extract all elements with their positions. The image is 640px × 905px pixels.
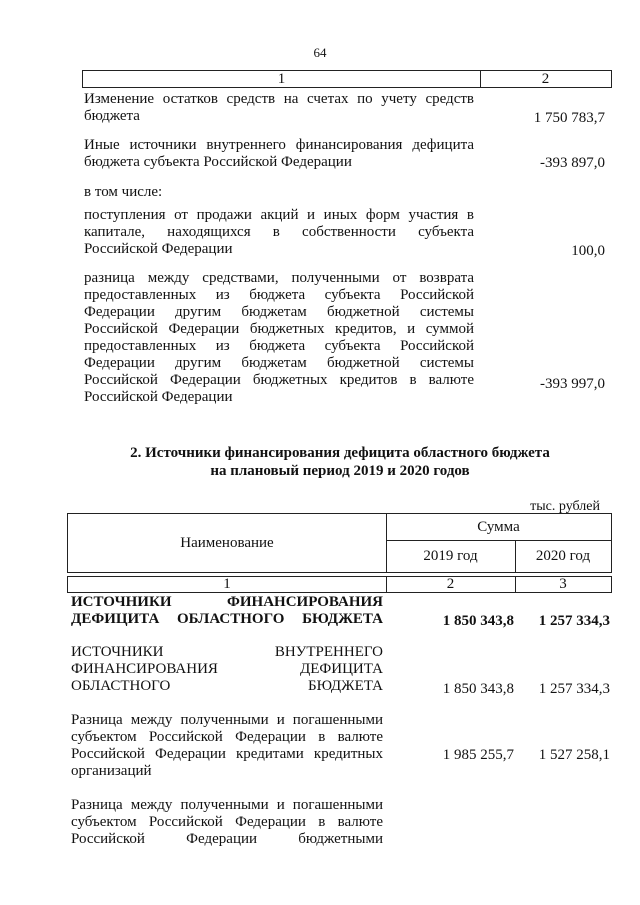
table2-num-col1	[67, 576, 387, 593]
table2-num-col2	[386, 576, 516, 593]
table1-row-amount: -393 997,0	[540, 376, 605, 392]
table1-header-col2: 2	[541, 71, 550, 87]
table2-num-col1-text: 1	[223, 576, 231, 592]
table2-row-2019: 1 985 255,7	[442, 747, 514, 763]
table2-num-col2-text: 2	[446, 576, 455, 592]
table2-row-name: ИСТОЧНИКИ ВНУТРЕННЕГО ФИНАНСИРОВАНИЯ ДЕФИЦИТА ОБЛАСТНОГО БЮДЖЕТА	[71, 644, 383, 694]
table1-row-name: Изменение остатков средств на счетах по учету средств бюджета	[84, 91, 474, 124]
table2-row-2020: 1 257 334,3	[538, 613, 610, 629]
table2-header-name-text: Наименование	[180, 534, 274, 551]
table2-header-year1-text: 2019 год	[423, 547, 478, 564]
table2-row-2020: 1 527 258,1	[538, 747, 610, 763]
section-heading-line1: 2. Источники финансирования дефицита областного бюджета	[130, 445, 550, 461]
table2-header-year2-text: 2020 год	[535, 547, 591, 564]
table1-row-amount: -393 897,0	[540, 155, 605, 171]
table1-row-name: разница между средствами, полученными от возврата предоставленных из бюджета субъекта Российской Федерации другим бюджетам бюджетной системы Российской Федерации бюджетных кредитов, и суммой предоставленных из бюджета субъекта Российской Федерации другим бюджетам бюджетной системы Российской Федерации бюджетных кредитов в валюте Российской Федерации	[84, 270, 474, 405]
table2-header-sum	[386, 513, 612, 541]
table2-num-col3-text: 3	[559, 576, 567, 592]
table2-row-name: ИСТОЧНИКИ ФИНАНСИРОВАНИЯ ДЕФИЦИТА ОБЛАСТНОГО БЮДЖЕТА	[71, 594, 383, 627]
table1-row-name: поступления от продажи акций и иных форм участия в капитале, находящихся в собственности субъекта Российской Федерации	[84, 207, 474, 257]
table1-row-amount: 1 750 783,7	[533, 110, 605, 126]
table1-header-col1: 1	[83, 71, 481, 87]
table2-row-2019: 1 850 343,8	[442, 681, 514, 697]
table1-row-name: Иные источники внутреннего финансирования дефицита бюджета субъекта Российской Федерации	[84, 137, 474, 170]
page-number: 64	[313, 45, 327, 60]
table2-row-name: Разница между полученными и погашенными субъектом Российской Федерации в валюте Российской Федерации кредитами кредитных организаций	[71, 712, 383, 779]
table2-num-col3	[515, 576, 612, 593]
table2-row-2020: 1 257 334,3	[538, 681, 610, 697]
units-label: тыс. рублей	[530, 499, 600, 514]
table1-header	[82, 70, 612, 88]
table2-header-year2	[515, 540, 612, 573]
table1-row-amount: 100,0	[571, 243, 605, 259]
table2-header-name	[67, 513, 387, 573]
table2-row-2019: 1 850 343,8	[442, 613, 514, 629]
section-heading-line2: на плановый период 2019 и 2020 годов	[210, 463, 470, 479]
table2-header-sum-text: Сумма	[477, 518, 520, 535]
table1-row-name: в том числе:	[84, 184, 163, 200]
table2-row-name: Разница между полученными и погашенными субъектом Российской Федерации в валюте Российской Федерации бюджетными	[71, 797, 383, 847]
table2-header-year1	[386, 540, 516, 573]
